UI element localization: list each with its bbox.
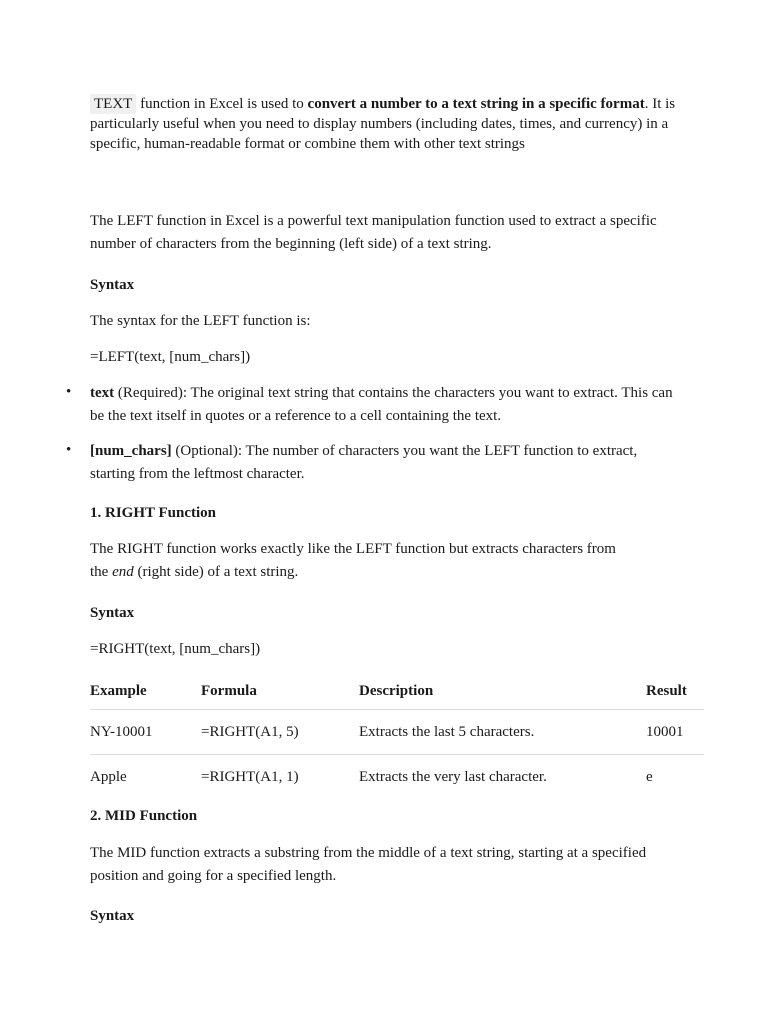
table-cell: Apple <box>90 768 127 785</box>
right-examples-table <box>90 674 704 799</box>
left-syntax-intro: The syntax for the LEFT function is: <box>90 313 311 329</box>
table-header-result: Result <box>646 674 704 710</box>
right-heading: 1. RIGHT Function <box>90 505 216 521</box>
right-syntax-heading: Syntax <box>90 605 135 621</box>
table-header-row <box>90 674 704 710</box>
table-cell: 10001 <box>646 710 704 755</box>
param-detail: (Optional): The number of characters you want the LEFT function to extract, starting from the leftmost character. <box>90 443 638 482</box>
table-row <box>90 755 704 800</box>
right-formula: =RIGHT(text, [num_chars]) <box>90 641 261 657</box>
param-name: text <box>90 385 115 401</box>
text-code-chip: TEXT <box>90 94 136 114</box>
left-syntax-heading: Syntax <box>90 277 135 293</box>
table-cell: =RIGHT(A1, 5) <box>201 710 359 755</box>
mid-description: The MID function extracts a substring from the middle of a text string, starting at a specified position and going for a specified length. <box>90 845 647 884</box>
table-cell: =RIGHT(A1, 1) <box>201 768 299 785</box>
mid-heading: 2. MID Function <box>90 808 198 824</box>
intro-text-1: function in Excel is used to <box>136 96 308 112</box>
bullet-marker: • <box>66 384 72 400</box>
right-description <box>90 538 630 584</box>
table-cell: e <box>646 768 653 785</box>
right-desc-text-2: (right side) of a text string. <box>133 564 299 580</box>
right-desc-emphasis: end <box>112 564 134 580</box>
intro-text-2: . It is particularly useful when you need to display numbers (including dates, times, and currency) in a specific, human-readable format or combine them with other text strings <box>90 96 676 152</box>
intro-paragraph <box>90 94 690 154</box>
right-desc-text-1: The RIGHT function works exactly like the LEFT function but extracts characters from the <box>90 541 616 580</box>
table-header-description: Description <box>359 674 646 710</box>
mid-syntax-heading: Syntax <box>90 908 135 924</box>
left-formula: =LEFT(text, [num_chars]) <box>90 349 251 365</box>
intro-bold-text: convert a number to a text string in a specific format <box>307 96 645 112</box>
table-cell: Extracts the last 5 characters. <box>359 710 646 755</box>
table-header-example: Example <box>90 674 201 710</box>
bullet-marker: • <box>66 442 72 458</box>
table-row <box>90 710 704 755</box>
param-text <box>90 382 690 428</box>
param-detail: (Required): The original text string that contains the characters you want to extract. This can be the text itself in quotes or a reference to a cell containing the text. <box>90 385 673 424</box>
table-cell: NY-10001 <box>90 710 201 755</box>
table-cell: Extracts the very last character. <box>359 768 547 785</box>
param-name: [num_chars] <box>90 443 172 459</box>
param-num-chars <box>90 440 660 486</box>
left-description: The LEFT function in Excel is a powerful text manipulation function used to extract a specific number of characters from the beginning (left side) of a text string. <box>90 213 657 252</box>
table-header-formula: Formula <box>201 674 359 710</box>
